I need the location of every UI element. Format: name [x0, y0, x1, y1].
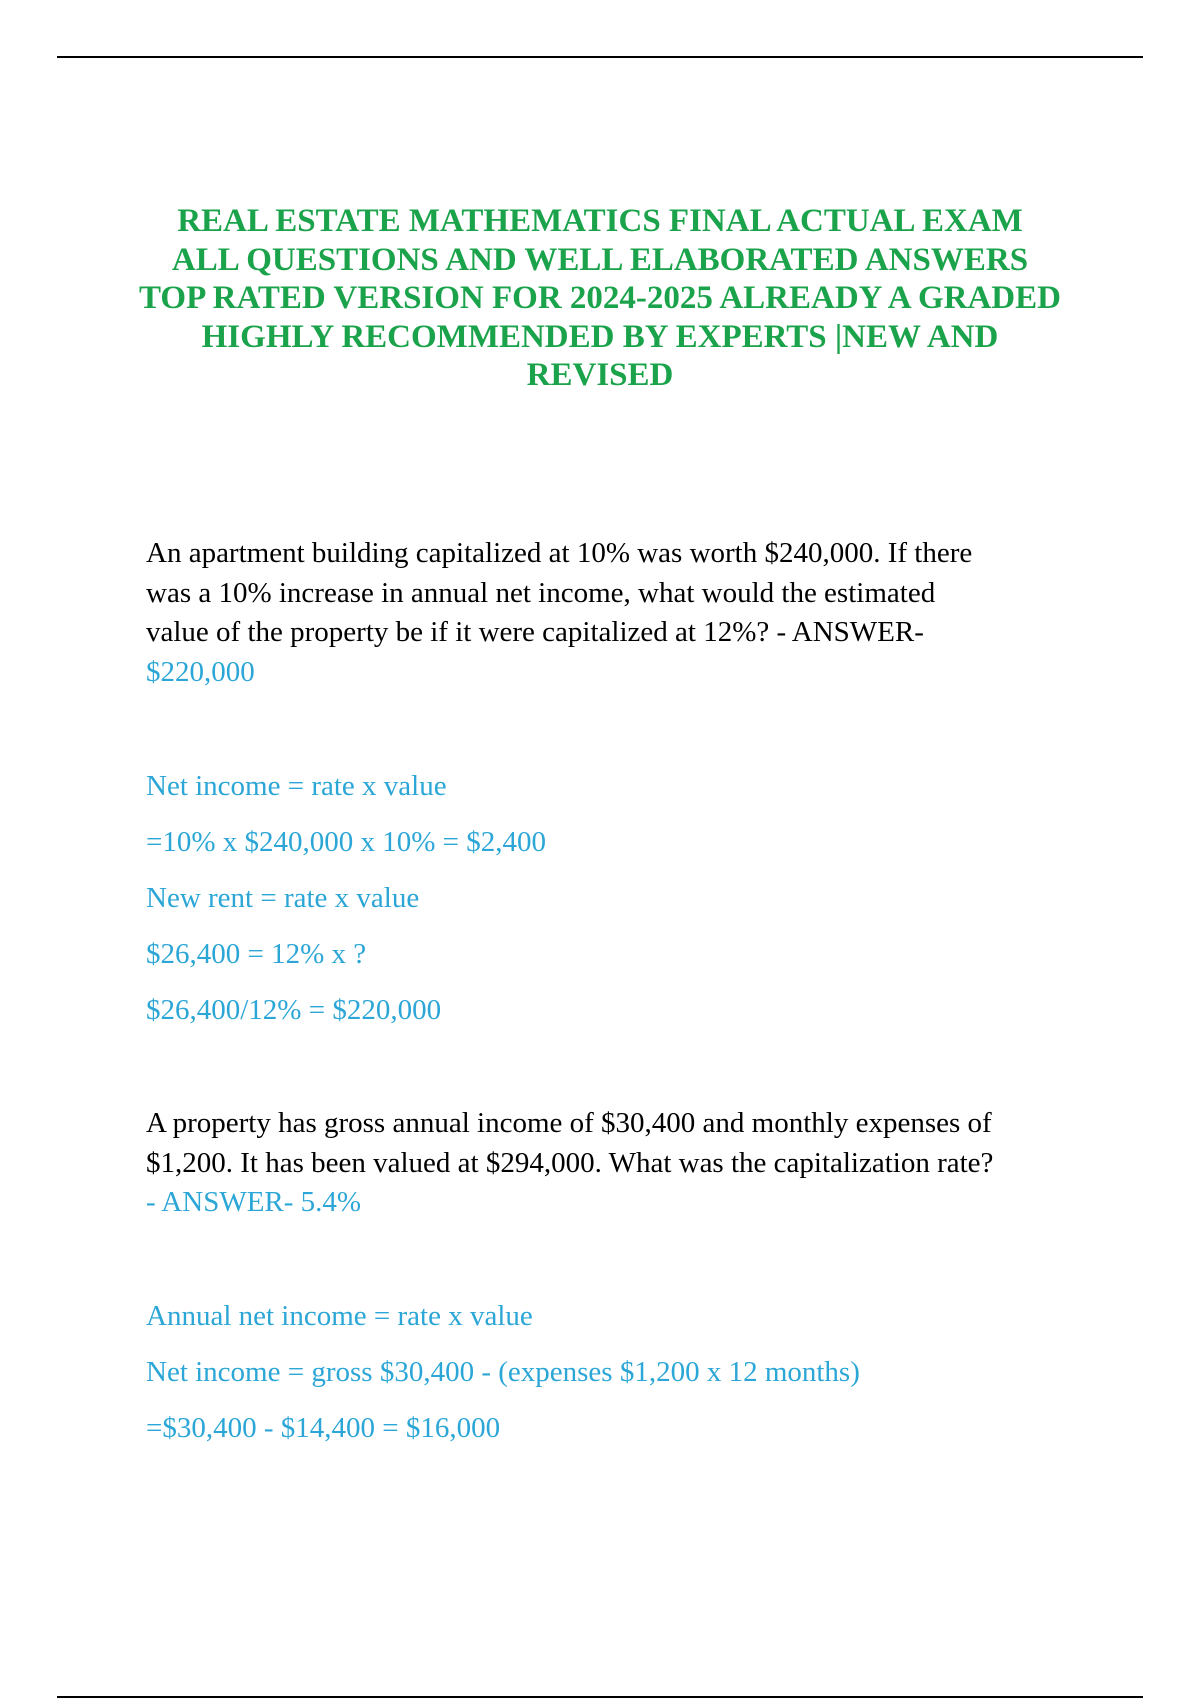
question-text: [146, 534, 1106, 692]
question-text: [146, 1104, 1106, 1223]
question-line: An apartment building capitalized at 10% was worth $240,000. If there: [146, 537, 973, 569]
title-line: TOP RATED VERSION FOR 2024-2025 ALREADY A GRADED: [139, 280, 1061, 316]
bottom-rule: [57, 1696, 1143, 1698]
document-title: [100, 202, 1100, 395]
title-line: REVISED: [526, 357, 674, 393]
title-line: REAL ESTATE MATHEMATICS FINAL ACTUAL EXAM: [177, 203, 1023, 239]
work-line: =$30,400 - $14,400 = $16,000: [146, 1412, 501, 1444]
work-line: =10% x $240,000 x 10% = $2,400: [146, 826, 547, 858]
work-line: $26,400/12% = $220,000: [146, 994, 442, 1026]
question-line: $1,200. It has been valued at $294,000. What was the capitalization rate?: [146, 1146, 994, 1179]
answer-work-1: [146, 758, 546, 1038]
work-line: New rent = rate x value: [146, 882, 420, 914]
work-line: $26,400 = 12% x ?: [146, 938, 367, 970]
question-line: was a 10% increase in annual net income, what would the estimated: [146, 576, 936, 609]
question-1: [146, 534, 1106, 692]
question-line: A property has gross annual income of $30,400 and monthly expenses of: [146, 1107, 992, 1139]
work-line: Net income = gross $30,400 - (expenses $1,200 x 12 months): [146, 1356, 860, 1388]
title-line: ALL QUESTIONS AND WELL ELABORATED ANSWERS: [171, 241, 1029, 278]
top-rule: [57, 56, 1143, 58]
question-2: [146, 1104, 1106, 1223]
question-line: value of the property be if it were capitalized at 12%? - ANSWER-: [146, 616, 924, 648]
answer-work-2: [146, 1288, 860, 1456]
title-line: HIGHLY RECOMMENDED BY EXPERTS |NEW AND: [201, 318, 999, 355]
work-line: Annual net income = rate x value: [146, 1300, 533, 1332]
answer-value: - ANSWER- 5.4%: [146, 1186, 362, 1218]
work-line: Net income = rate x value: [146, 770, 447, 802]
answer-value: $220,000: [146, 655, 255, 688]
